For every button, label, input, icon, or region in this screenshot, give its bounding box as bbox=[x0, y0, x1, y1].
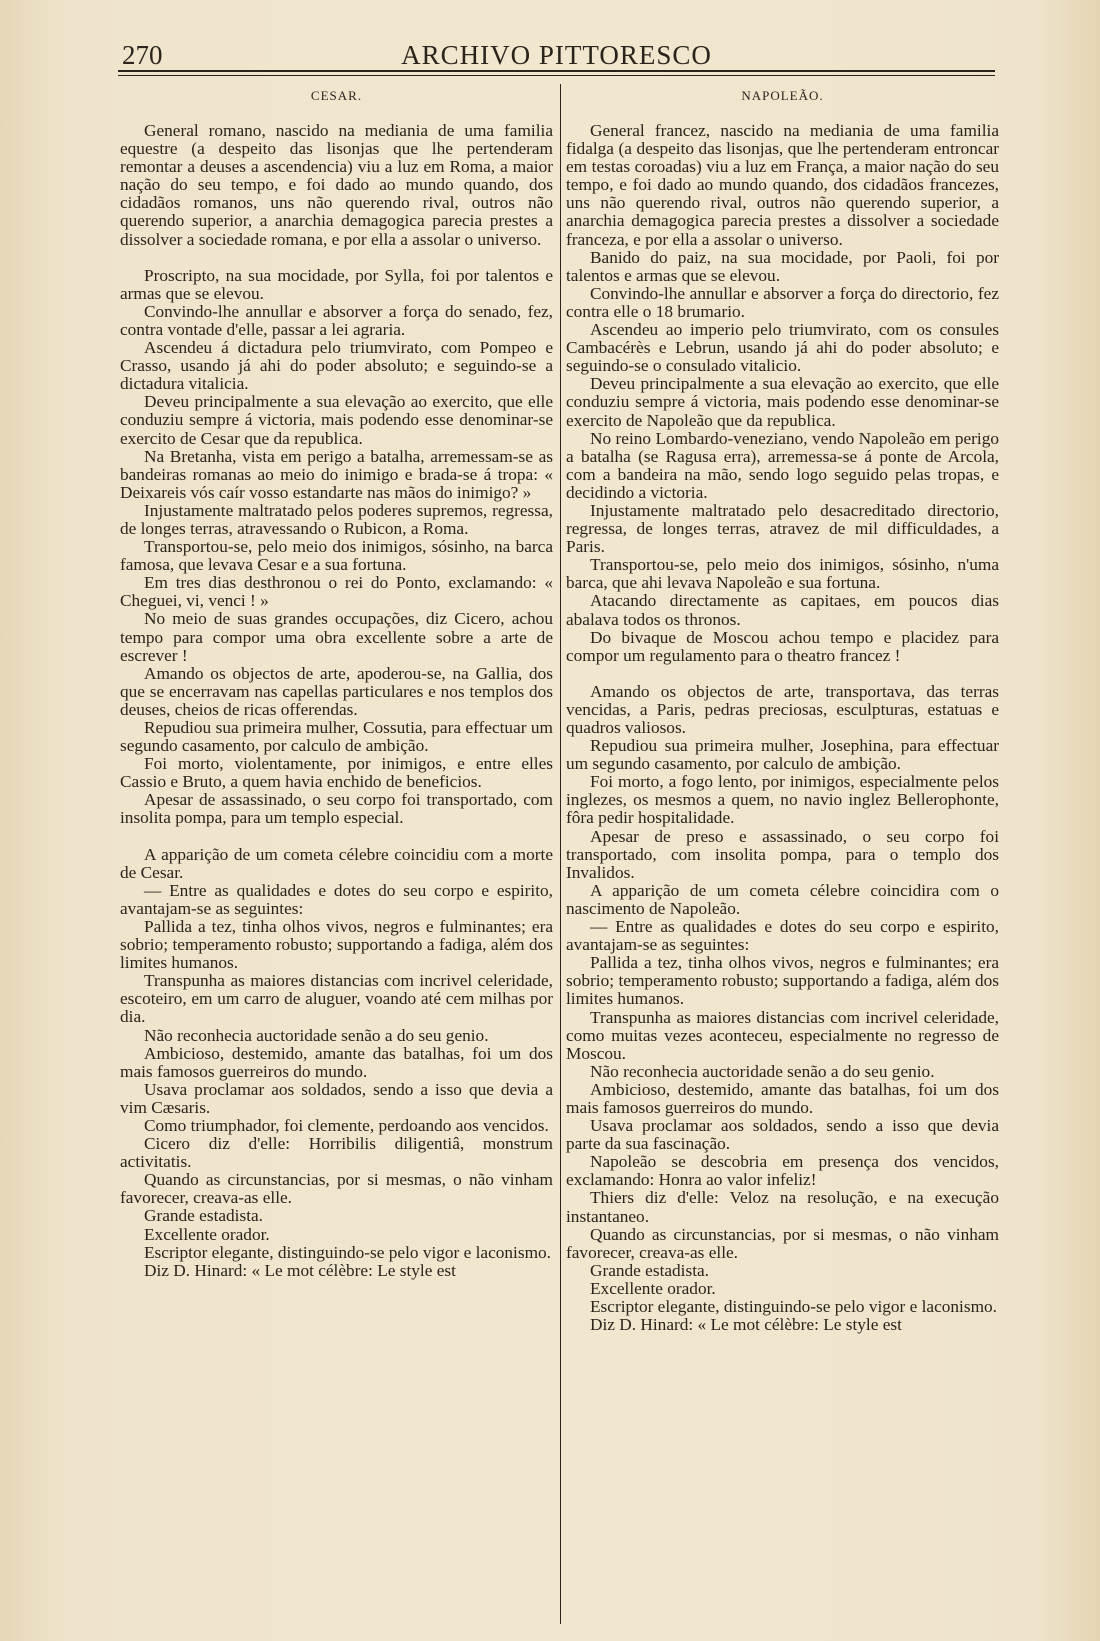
paragraph: A apparição de um cometa célebre coincidiu com a morte de Cesar. bbox=[120, 844, 553, 882]
paragraph: Transportou-se, pelo meio dos inimigos, sósinho, na barca famosa, que levava Cesar e a sua fortuna. bbox=[120, 537, 553, 575]
paragraph: Grande estadista. bbox=[590, 1260, 710, 1280]
column-cesar bbox=[120, 88, 553, 1280]
paragraph: No meio de suas grandes occupações, diz Cicero, achou tempo para compor uma obra excellente sobre a arte de escrever ! bbox=[120, 609, 553, 665]
paragraph: Escriptor elegante, distinguindo-se pelo vigor e laconismo. bbox=[144, 1242, 551, 1262]
running-title: ARCHIVO PITTORESCO bbox=[401, 40, 712, 70]
paragraph: Apesar de assassinado, o seu corpo foi transportado, com insolita pompa, para um templo especial. bbox=[120, 790, 553, 828]
paragraph: Usava proclamar aos soldados, sendo a isso que devia a vim Cæsaris. bbox=[120, 1079, 553, 1117]
paragraph: Foi morto, a fogo lento, por inimigos, especialmente pelos inglezes, os mesmos a quem, no navio inglez Bellerophonte, fôra pedir hospitalidade. bbox=[566, 772, 999, 828]
paragraph: A apparição de um cometa célebre coincidira com o nascimento de Napoleão. bbox=[566, 880, 999, 918]
page-number: 270 bbox=[122, 40, 163, 70]
paragraph: Transpunha as maiores distancias com incrivel celeridade, escoteiro, em um carro de aluguer, voando até cem milhas por dia. bbox=[120, 971, 553, 1027]
paragraph: Não reconhecia auctoridade senão a do seu genio. bbox=[144, 1025, 489, 1045]
paragraph: Escriptor elegante, distinguindo-se pelo vigor e laconismo. bbox=[590, 1297, 997, 1316]
paragraph: Atacando directamente as capitaes, em poucos dias abalava todos os thronos. bbox=[566, 591, 999, 629]
paragraph: Não reconhecia auctoridade senão a do seu genio. bbox=[590, 1061, 935, 1081]
paragraph: Transpunha as maiores distancias com incrivel celeridade, como muitas vezes aconteceu, especialmente no regresso de Moscou. bbox=[566, 1007, 999, 1063]
column-title: NAPOLEÃO. bbox=[741, 88, 824, 103]
paragraph: General romano, nascido na mediania de uma familia equestre (a despeito das lisonjas que lhe pertenderam remontar a deuses a ascendencia) viu a luz em Roma, a maior nação do seu tempo, e foi dado ao mundo quando, dos cidadãos romanos, uns não querendo rival, outros não querendo superior, a anarchia demagogica parecia prestes a dissolver a sociedade romana, e por ella a assolar o universo. bbox=[120, 121, 553, 249]
paragraph: Foi morto, violentamente, por inimigos, e entre elles Cassio e Bruto, a quem havia enchido de beneficios. bbox=[120, 754, 553, 792]
column-divider bbox=[560, 84, 561, 1624]
paragraph: Cicero diz d'elle: Horribilis diligentiâ, monstrum activitatis. bbox=[120, 1134, 553, 1172]
paragraph: Na Bretanha, vista em perigo a batalha, arremessam-se as bandeiras romanas ao meio do inimigo e brada-se á tropa: « Deixareis vós caír vosso estandarte nas mãos do inimigo? » bbox=[120, 446, 553, 502]
paragraph: No reino Lombardo-veneziano, vendo Napoleão em perigo a batalha (se Ragusa erra), arremessa-se á ponte de Arcola, com a bandeira na mão, sendo logo seguido pelas tropas, e decidindo a victoria. bbox=[566, 428, 999, 502]
paragraph: Do bivaque de Moscou achou tempo e placidez para compor um regulamento para o theatro francez ! bbox=[566, 627, 999, 665]
paragraph: Amando os objectos de arte, transportava, das terras vencidas, a Paris, pedras preciosas, esculpturas, estatuas e quadros valiosos. bbox=[566, 681, 999, 737]
paragraph: Napoleão se descobria em presença dos vencidos, exclamando: Honra ao valor infeliz! bbox=[566, 1152, 999, 1190]
header-rule bbox=[118, 70, 995, 72]
paragraph: — Entre as qualidades e dotes do seu corpo e espirito, avantajam-se as seguintes: bbox=[566, 917, 999, 955]
page-header bbox=[118, 38, 995, 74]
paragraph: Pallida a tez, tinha olhos vivos, negros e fulminantes; era sobrio; temperamento robusto; supportando a fadiga, além dos limites humanos. bbox=[120, 916, 553, 973]
paragraph: Excellente orador. bbox=[590, 1278, 716, 1298]
paragraph: Convindo-lhe annullar e absorver a força do senado, fez, contra vontade d'elle, passar a lei agraria. bbox=[120, 301, 553, 339]
paragraph: Diz D. Hinard: « Le mot célèbre: Le style est bbox=[144, 1260, 456, 1280]
paragraph: Banido do paiz, na sua mocidade, por Paoli, foi por talentos e armas que se elevou. bbox=[566, 247, 999, 285]
paragraph: Convindo-lhe annullar e absorver a força do directorio, fez contra elle o 18 brumario. bbox=[566, 283, 999, 321]
paragraph: Deveu principalmente a sua elevação ao exercito, que elle conduziu sempre á victoria, mais podendo esse denominar-se exercito de Cesar que da republica. bbox=[120, 392, 553, 448]
paragraph: Quando as circunstancias, por si mesmas, o não vinham favorecer, creava-as elle. bbox=[120, 1170, 553, 1208]
paragraph: Ambicioso, destemido, amante das batalhas, foi um dos mais famosos guerreiros do mundo. bbox=[566, 1079, 999, 1117]
paragraph: Transportou-se, pelo meio dos inimigos, sósinho, n'uma barca, que ahi levava Napoleão e sua fortuna. bbox=[566, 555, 999, 593]
paragraph: Injustamente maltratado pelo desacreditado directorio, regressa, de longes terras, atravez de mil difficuldades, a Paris. bbox=[566, 500, 999, 557]
paragraph: Deveu principalmente a sua elevação ao exercito, que elle conduziu sempre á victoria, mais podendo esse denominar-se exercito de Napoleão que da republica. bbox=[566, 374, 999, 430]
paragraph: Apesar de preso e assassinado, o seu corpo foi transportado, com insolita pompa, para o templo dos Invalidos. bbox=[566, 826, 999, 882]
paragraph: Thiers diz d'elle: Veloz na resolução, e na execução instantaneo. bbox=[566, 1188, 999, 1226]
paragraph: Pallida a tez, tinha olhos vivos, negros e fulminantes; era sobrio; temperamento robusto; supportando a fadiga, além dos limites humanos. bbox=[566, 953, 999, 1009]
paragraph: Injustamente maltratado pelos poderes supremos, regressa, de longes terras, atravessando o Rubicon, a Roma. bbox=[120, 500, 553, 538]
column-title: CESAR. bbox=[310, 88, 363, 103]
paragraph: — Entre as qualidades e dotes do seu corpo e espirito, avantajam-se as seguintes: bbox=[120, 880, 553, 918]
paragraph: Diz D. Hinard: « Le mot célèbre: Le style est bbox=[590, 1315, 902, 1335]
paragraph: Amando os objectos de arte, apoderou-se, na Gallia, dos que se encerravam nas capellas particulares e nos templos dos deuses, cheios de ricas offerendas. bbox=[120, 663, 553, 719]
paragraph: Repudiou sua primeira mulher, Josephina, para effectuar um segundo casamento, por calculo de ambição. bbox=[566, 736, 999, 774]
paragraph: Ascendeu ao imperio pelo triumvirato, com os consules Cambacérès e Lebrun, usando já ahi do poder absoluto; e seguindo-se o consulado vitalicio. bbox=[566, 320, 999, 376]
column-napoleao bbox=[566, 88, 999, 1334]
paragraph: Repudiou sua primeira mulher, Cossutia, para effectuar um segundo casamento, por calculo de ambição. bbox=[120, 718, 553, 756]
paragraph: General francez, nascido na mediania de uma familia fidalga (a despeito das lisonjas, que lhe pertenderam entroncar em testas coroadas) viu a luz em França, a maior nação do seu tempo, e foi dado ao mundo quando, dos cidadãos francezes, uns não querendo rival, outros não querendo superior, a anarchia demagogica parecia prestes a dissolver a sociedade franceza, e por ella a assolar o universo. bbox=[566, 121, 999, 249]
paragraph: Grande estadista. bbox=[144, 1206, 264, 1226]
paragraph: Ascendeu á dictadura pelo triumvirato, com Pompeo e Crasso, usando já ahi do poder absoluto; e seguindo-se a dictadura vitalicia. bbox=[120, 338, 553, 394]
paragraph: Quando as circunstancias, por si mesmas, o não vinham favorecer, creava-as elle. bbox=[566, 1224, 999, 1262]
header-rule-thin bbox=[118, 75, 995, 76]
paragraph: Excellente orador. bbox=[144, 1224, 270, 1244]
paragraph: Usava proclamar aos soldados, sendo a isso que devia parte da sua fascinação. bbox=[566, 1116, 999, 1154]
paragraph: Proscripto, na sua mocidade, por Sylla, foi por talentos e armas que se elevou. bbox=[120, 265, 553, 303]
paragraph: Ambicioso, destemido, amante das batalhas, foi um dos mais famosos guerreiros do mundo. bbox=[120, 1043, 553, 1081]
paragraph: Em tres dias desthronou o rei do Ponto, exclamando: « Cheguei, vi, venci ! » bbox=[120, 573, 553, 611]
paragraph: Como triumphador, foi clemente, perdoando aos vencidos. bbox=[144, 1115, 549, 1135]
